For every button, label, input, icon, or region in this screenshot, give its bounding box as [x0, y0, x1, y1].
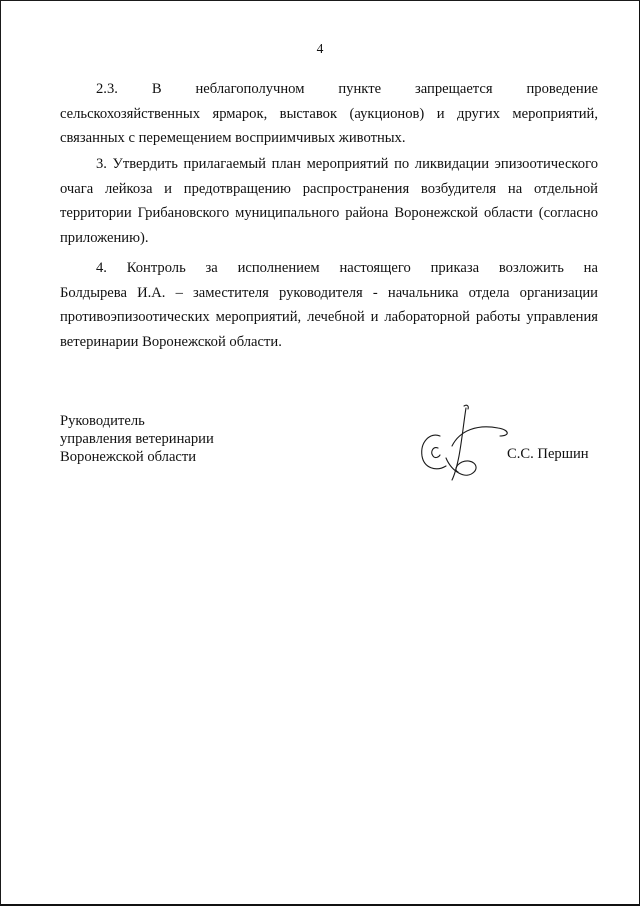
word: проведение [526, 81, 598, 97]
word: запрещается [414, 81, 493, 97]
paragraph-line: ветеринарии Воронежской области. [60, 333, 282, 350]
word: Контроль [126, 260, 186, 276]
paragraph-4 [60, 256, 598, 354]
word: за [205, 260, 218, 276]
paragraph-line: территории Грибановского муниципального района Воронежской области (согласно [60, 205, 598, 221]
page-number: 4 [316, 41, 324, 56]
paragraph-line: связанных с перемещением восприимчивых животных. [60, 130, 406, 146]
signer-name: С.С. Першин [507, 446, 589, 462]
position-line: Воронежской области [60, 449, 197, 465]
word: пункте [338, 81, 382, 97]
word: неблагополучном [195, 81, 305, 97]
paragraph-line: приложению). [60, 229, 149, 246]
word: 4. [96, 260, 107, 276]
paragraph-line: 3. Утвердить прилагаемый план мероприятий по ликвидации эпизоотического [96, 156, 598, 172]
paragraph-line: очага лейкоза и предотвращению распространения возбудителя на отдельной [60, 180, 598, 197]
word: возложить [498, 260, 564, 276]
signatory-position [60, 412, 214, 466]
paragraph-line: сельскохозяйственных ярмарок, выставок (аукционов) и других мероприятий, [60, 105, 598, 122]
paragraph-line: Болдырева И.А. – заместителя руководителя - начальника отдела организации [60, 284, 598, 301]
position-line: управления ветеринарии [60, 431, 214, 447]
position-line: Руководитель [60, 413, 145, 429]
word: настоящего [339, 260, 411, 276]
word: исполнением [237, 260, 320, 276]
paragraph-3 [60, 152, 598, 250]
paragraph-line [60, 77, 598, 102]
paragraph-2-3 [60, 77, 598, 151]
paragraph-line [60, 256, 598, 281]
word: приказа [430, 260, 480, 276]
word: В [151, 81, 162, 97]
word: 2.3. [96, 81, 118, 97]
paragraph-line: противоэпизоотических мероприятий, лечебной и лабораторной работы управления [60, 309, 598, 325]
handwritten-signature [412, 400, 522, 482]
word: на [583, 260, 598, 276]
